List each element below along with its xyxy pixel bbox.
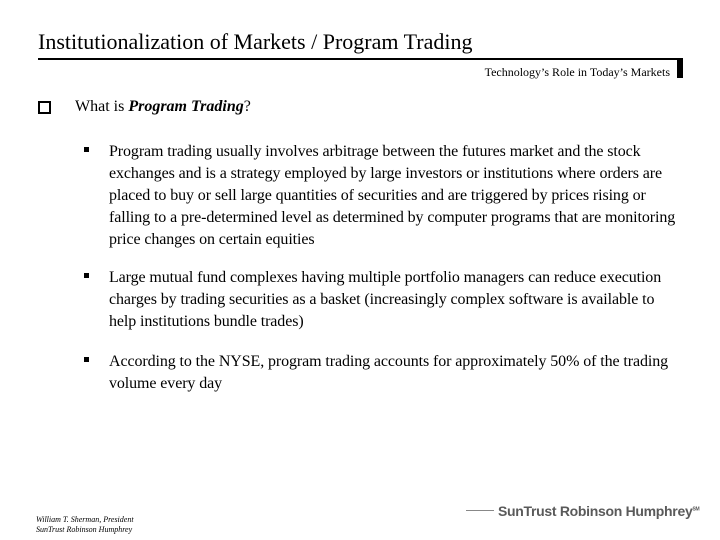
question-suffix: ?	[243, 98, 251, 115]
question-emphasis: Program Trading	[128, 98, 244, 115]
service-mark: SM	[692, 506, 700, 513]
logo-text: SunTrust Robinson Humphrey	[498, 503, 693, 519]
square-bullet-icon	[84, 147, 89, 152]
title-divider	[38, 58, 678, 60]
footer-divider	[466, 510, 494, 511]
slide-title: Institutionalization of Markets / Program Trading	[38, 29, 473, 54]
bullet-text: Program trading usually involves arbitrage between the futures market and the stock exchanges and is a strategy employed by large investors or institutions where orders are placed to buy or sell large quantities of securities and are triggered by prices rising or falling to a pre-determined level as determined by computer programs that are monitoring price changes on certain equities	[109, 143, 676, 248]
title-divider-end-bar	[677, 58, 683, 78]
presenter-name: William T. Sherman, President	[36, 515, 134, 524]
question-heading	[75, 97, 251, 117]
bullet-text: Large mutual fund complexes having multiple portfolio managers can reduce execution charges by trading securities as a basket (increasingly complex software is available to help institutions bundle trades)	[109, 269, 662, 330]
presenter-firm: SunTrust Robinson Humphrey	[36, 525, 133, 534]
square-bullet-icon	[84, 357, 89, 362]
company-logo	[498, 503, 699, 519]
bullet-text: According to the NYSE, program trading accounts for approximately 50% of the trading volume every day	[109, 353, 668, 392]
question-prefix: What is	[75, 98, 129, 115]
square-bullet-icon	[84, 273, 89, 278]
slide-subtitle: Technology’s Role in Today’s Markets	[484, 65, 670, 79]
checkbox-bullet-icon	[38, 101, 51, 114]
presenter-credit	[36, 515, 134, 535]
